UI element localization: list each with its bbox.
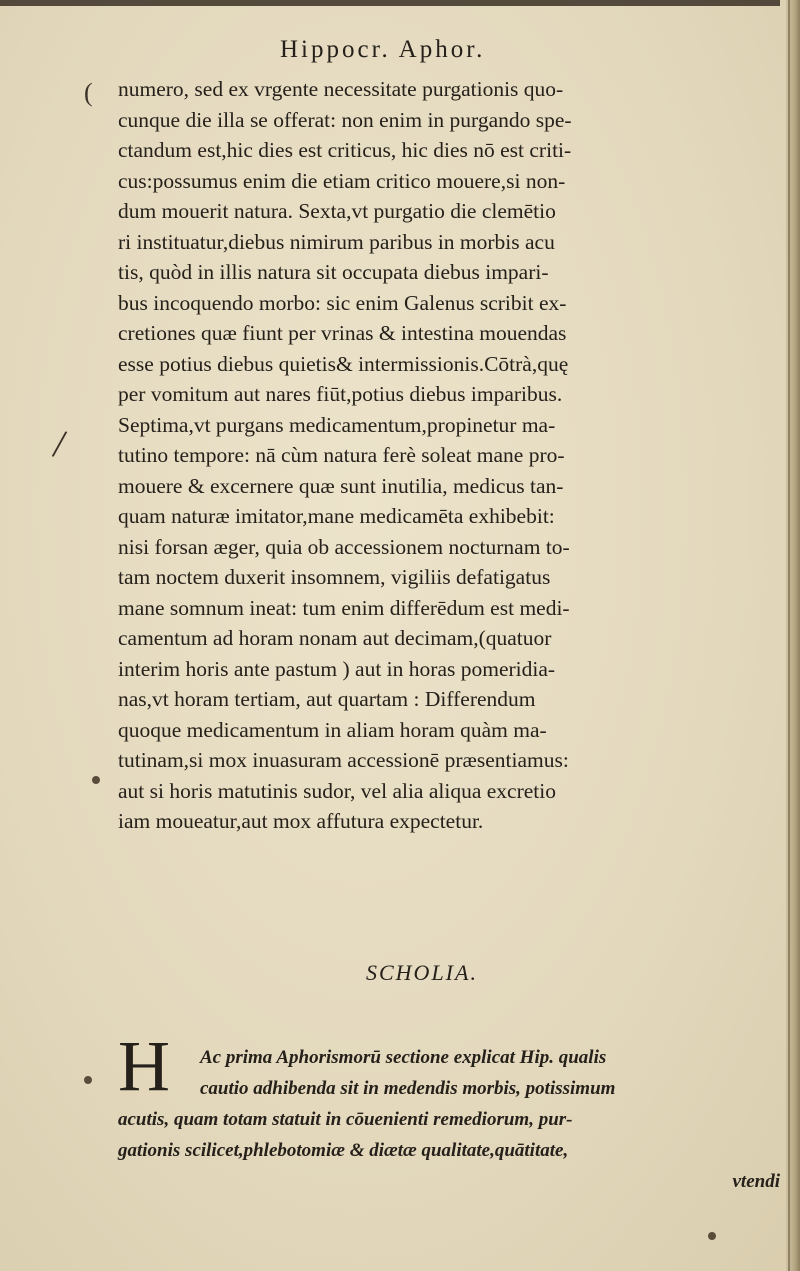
body-line: quoque medicamentum in aliam horam quàm ma- [118,717,547,742]
body-line: nas,vt horam tertiam, aut quartam : Differendum [118,687,536,711]
body-line: cunque die illa se offerat: non enim in purgando spe- [118,107,572,132]
margin-dot [708,1232,716,1240]
body-line: aut si horis matutinis sudor, vel alia aliqua excretio [118,778,556,803]
scholia-line: cautio adhibenda sit in medendis morbis, potissimum [200,1078,616,1099]
scholia-line: acutis, quam totam statuit in cōuenienti remediorum, pur- [118,1109,573,1130]
running-head: Hippocr. Aphor. [280,36,486,63]
margin-annotation-mark: ( [84,78,93,107]
body-line: esse potius diebus quietis& intermissionis.Cōtrà,quę [118,351,569,376]
margin-dot [92,776,100,784]
top-edge-rule [0,0,780,6]
scholia-heading: SCHOLIA. [366,960,478,985]
body-line: bus incoquendo morbo: sic enim Galenus scribit ex- [118,290,567,315]
body-line: dum mouerit natura. Sexta,vt purgatio die clemētio [118,199,556,223]
body-line: tutino tempore: nā cùm natura ferè soleat mane pro- [118,443,565,467]
body-line: interim horis ante pastum ) aut in horas pomeridia- [118,656,556,681]
body-line: cretiones quæ fiunt per vrinas & intestina mouendas [118,321,567,345]
body-line: quam naturæ imitator,mane medicamēta exhibebit: [118,504,555,528]
scholia-line: gationis scilicet,phlebotomiæ & diætæ qualitate,quātitate, [118,1140,569,1161]
scholia-line: Ac prima Aphorismorū sectione explicat Hip. qualis [200,1047,607,1068]
catchword: vtendi [732,1171,780,1192]
body-line: ctandum est,hic dies est criticus, hic dies nō est criti- [118,138,572,162]
body-line: mouere & excernere quæ sunt inutilia, medicus tan- [118,473,564,498]
body-line: per vomitum aut nares fiūt,potius diebus imparibus. [118,382,563,406]
drop-cap-initial: H [118,1026,170,1106]
gutter-line [788,0,790,1271]
body-line: camentum ad horam nonam aut decimam,(quatuor [118,626,552,650]
margin-dot [84,1076,92,1084]
body-line: iam moueatur,aut mox affutura expectetur. [118,809,484,833]
scholia-body [118,1042,780,1197]
body-line: cus:possumus enim die etiam critico mouere,si non- [118,168,566,193]
body-line: numero, sed ex vrgente necessitate purgationis quo- [118,77,564,101]
body-line: ri instituatur,diebus nimirum paribus in morbis acu [118,229,555,254]
aphorism-body [118,74,778,837]
body-line: nisi forsan æger, quia ob accessionem nocturnam to- [118,534,570,559]
body-line: tis, quòd in illis natura sit occupata diebus impari- [118,260,549,284]
body-line: Septima,vt purgans medicamentum,propinetur ma- [118,412,556,437]
margin-annotation-slash: / [50,420,69,467]
body-line: tam noctem duxerit insomnem, vigiliis defatigatus [118,565,551,589]
body-line: mane somnum ineat: tum enim differēdum est medi- [118,595,570,620]
body-line: tutinam,si mox inuasuram accessionē præsentiamus: [118,748,569,772]
